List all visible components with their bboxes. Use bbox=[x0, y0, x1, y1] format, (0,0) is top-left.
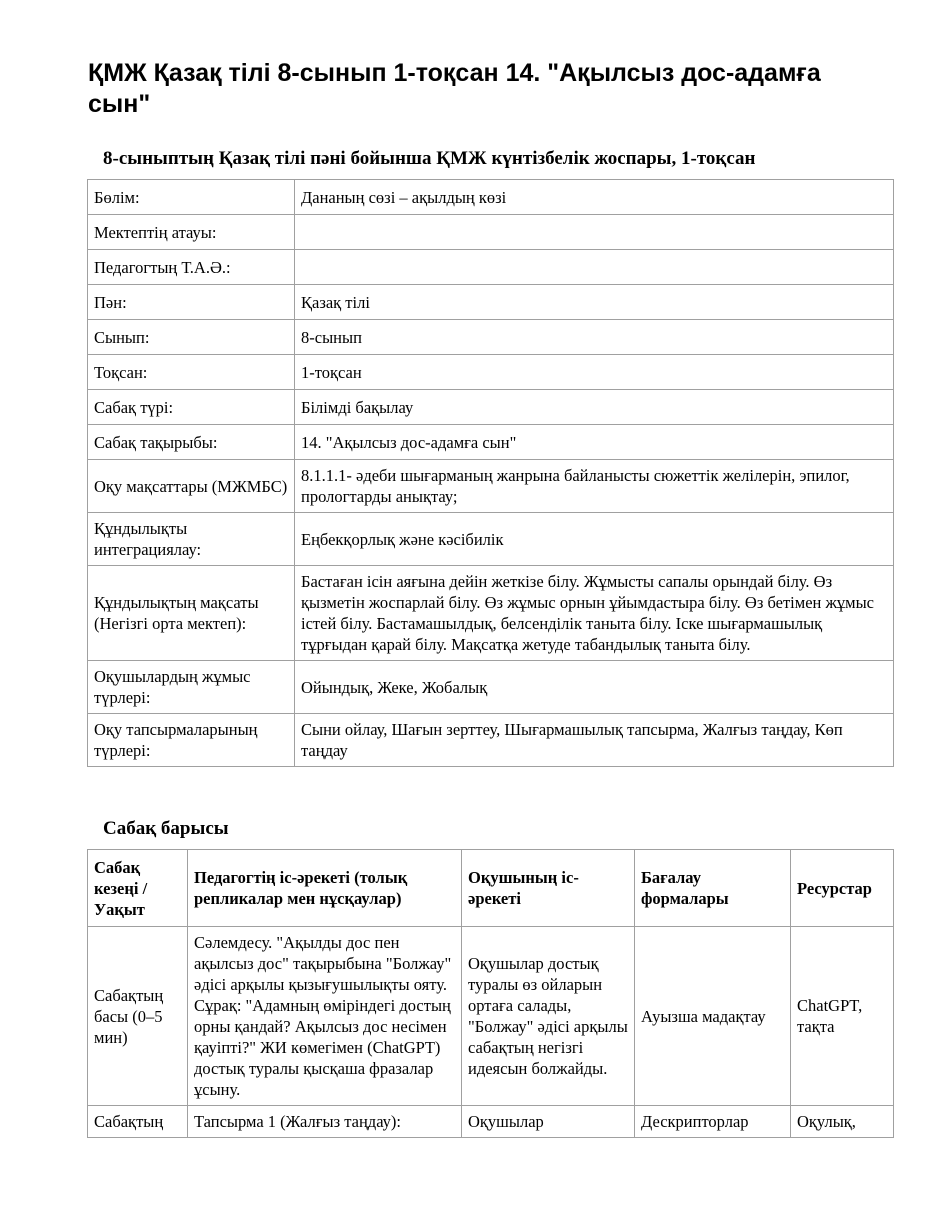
lesson-student: Оқушылар bbox=[462, 1106, 635, 1138]
info-table bbox=[87, 179, 894, 767]
lesson-assessment: Ауызша мадақтау bbox=[635, 927, 791, 1106]
lesson-table bbox=[87, 849, 894, 1138]
table-row bbox=[88, 927, 894, 1106]
table-row bbox=[88, 566, 894, 661]
table-row bbox=[88, 460, 894, 513]
info-label: Сабақ тақырыбы: bbox=[88, 425, 295, 460]
info-label: Құндылықты интеграциялау: bbox=[88, 513, 295, 566]
info-value: Сыни ойлау, Шағын зерттеу, Шығармашылық тапсырма, Жалғыз таңдау, Көп таңдау bbox=[295, 714, 894, 767]
table-row bbox=[88, 1106, 894, 1138]
table-header-row bbox=[88, 850, 894, 927]
table-row bbox=[88, 390, 894, 425]
table-row bbox=[88, 285, 894, 320]
table-row bbox=[88, 355, 894, 390]
plan-heading: 8-сыныптың Қазақ тілі пәні бойынша ҚМЖ күнтізбелік жоспары, 1-тоқсан bbox=[103, 148, 756, 169]
info-label: Тоқсан: bbox=[88, 355, 295, 390]
page-title: ҚМЖ Қазақ тілі 8-сынып 1-тоқсан 14. "Ақылсыз дос-адамға сын" bbox=[88, 59, 821, 118]
lesson-stage: Сабақтың басы (0–5 мин) bbox=[88, 927, 188, 1106]
table-row bbox=[88, 180, 894, 215]
info-value: Қазақ тілі bbox=[295, 285, 894, 320]
info-value: 8.1.1.1- әдеби шығарманың жанрына байланысты сюжеттік желілерін, эпилог, прологтарды анықтау; bbox=[295, 460, 894, 513]
info-label: Оқу мақсаттары (МЖМБС) bbox=[88, 460, 295, 513]
info-value: 14. "Ақылсыз дос-адамға сын" bbox=[295, 425, 894, 460]
lesson-assessment: Дескрипторлар bbox=[635, 1106, 791, 1138]
column-header-stage: Сабақ кезеңі / Уақыт bbox=[88, 850, 188, 927]
lesson-resources: Оқулық, bbox=[791, 1106, 894, 1138]
table-row bbox=[88, 425, 894, 460]
info-label: Бөлім: bbox=[88, 180, 295, 215]
info-value: 1-тоқсан bbox=[295, 355, 894, 390]
info-value bbox=[295, 215, 894, 250]
table-row bbox=[88, 714, 894, 767]
info-label: Сабақ түрі: bbox=[88, 390, 295, 425]
info-label: Педагогтың Т.А.Ә.: bbox=[88, 250, 295, 285]
lesson-teacher: Тапсырма 1 (Жалғыз таңдау): bbox=[188, 1106, 462, 1138]
info-value: Еңбекқорлық және кәсібилік bbox=[295, 513, 894, 566]
column-header-teacher: Педагогтің іс-әрекеті (толық репликалар мен нұсқаулар) bbox=[188, 850, 462, 927]
info-value: Ойындық, Жеке, Жобалық bbox=[295, 661, 894, 714]
info-value: Дананың сөзі – ақылдың көзі bbox=[295, 180, 894, 215]
table-row bbox=[88, 215, 894, 250]
column-header-resources: Ресурстар bbox=[791, 850, 894, 927]
info-label: Оқу тапсырмаларының түрлері: bbox=[88, 714, 295, 767]
info-value: 8-сынып bbox=[295, 320, 894, 355]
table-row bbox=[88, 320, 894, 355]
table-row bbox=[88, 513, 894, 566]
info-value: Білімді бақылау bbox=[295, 390, 894, 425]
table-row bbox=[88, 661, 894, 714]
lesson-teacher: Сәлемдесу. "Ақылды дос пен ақылсыз дос" тақырыбына "Болжау" әдісі арқылы қызығушылықты ояту. Сұрақ: "Адамның өміріндегі достың орны қандай? Ақылсыз дос несімен қауіпті?" ЖИ көмегімен (ChatGPT) достық туралы қысқаша фразалар ұсыну. bbox=[188, 927, 462, 1106]
info-label: Оқушылардың жұмыс түрлері: bbox=[88, 661, 295, 714]
lesson-stage: Сабақтың bbox=[88, 1106, 188, 1138]
info-label: Құндылықтың мақсаты (Негізгі орта мектеп): bbox=[88, 566, 295, 661]
info-value: Бастаған ісін аяғына дейін жеткізе білу. Жұмысты сапалы орындай білу. Өз қызметін жоспарлай білу. Өз жұмыс орнын ұйымдастыра білу. Өз бетімен жұмыс істей білу. Бастамашылдық, белсенділік таныта білу. Іске шығармашылық тұрғыдан қарай білу. Мақсатқа жетуде табандылық таныта білу. bbox=[295, 566, 894, 661]
column-header-assessment: Бағалау формалары bbox=[635, 850, 791, 927]
lesson-student: Оқушылар достық туралы өз ойларын ортаға салады, "Болжау" әдісі арқылы сабақтың негізгі идеясын болжайды. bbox=[462, 927, 635, 1106]
lesson-heading: Сабақ барысы bbox=[103, 818, 229, 839]
info-label: Сынып: bbox=[88, 320, 295, 355]
lesson-resources: ChatGPT, тақта bbox=[791, 927, 894, 1106]
info-value bbox=[295, 250, 894, 285]
column-header-student: Оқушының іс-әрекеті bbox=[462, 850, 635, 927]
info-label: Пән: bbox=[88, 285, 295, 320]
table-row bbox=[88, 250, 894, 285]
info-label: Мектептің атауы: bbox=[88, 215, 295, 250]
